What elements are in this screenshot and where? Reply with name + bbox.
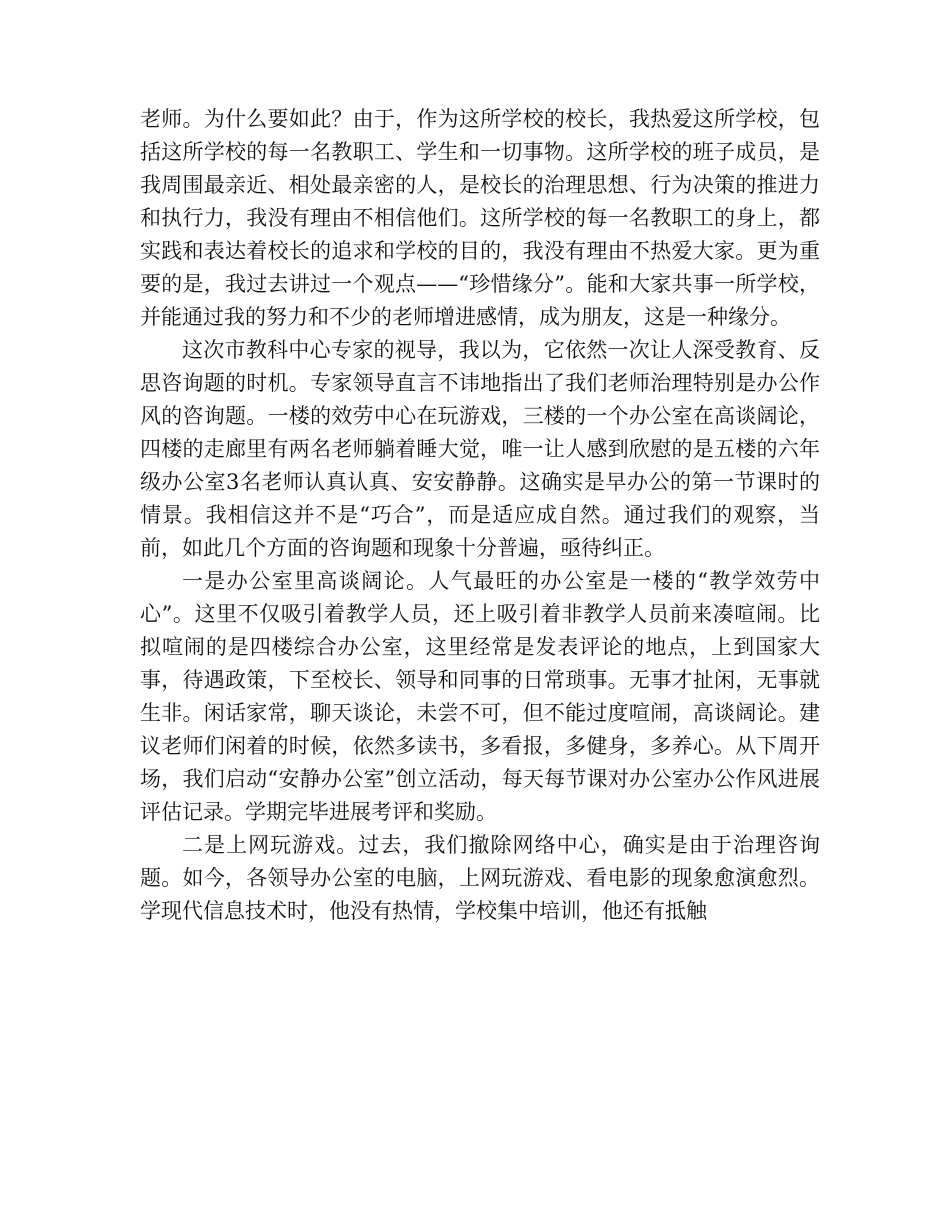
- paragraph-1: 老师。为什么要如此？由于，作为这所学校的校长，我热爱这所学校，包括这所学校的每一名教职工、学生和一切事物。这所学校的班子成员，是我周围最亲近、相处最亲密的人，是校长的治理思想、行为决策的推进力和执行力，我没有理由不相信他们。这所学校的每一名教职工的身上，都实践和表达着校长的追求和学校的目的，我没有理由不热爱大家。更为重要的是，我过去讲过一个观点——“珍惜缘分”。能和大家共事一所学校，并能通过我的努力和不少的老师增进感情，成为朋友，这是一种缘分。: [140, 107, 820, 329]
- paragraph-3: 一是办公室里高谈阔论。人气最旺的办公室是一楼的“教学效劳中心”。这里不仅吸引着教学人员，还上吸引着非教学人员前来凑喧闹。比拟喧闹的是四楼综合办公室，这里经常是发表评论的地点，上到国家大事，待遇政策，下至校长、领导和同事的日常琐事。无事才扯闲，无事就生非。闲话家常，聊天谈论，未尝不可，但不能过度喧闹，高谈阔论。建议老师们闲着的时候，依然多读书，多看报，多健身，多养心。从下周开场，我们启动“安静办公室”创立活动，每天每节课对办公室办公作风进展评估记录。学期完毕进展考评和奖励。: [140, 569, 820, 824]
- document-page: [140, 103, 820, 928]
- paragraph-2: 这次市教科中心专家的视导，我以为，它依然一次让人深受教育、反思咨询题的时机。专家领导直言不讳地指出了我们老师治理特别是办公作风的咨询题。一楼的效劳中心在玩游戏，三楼的一个办公室在高谈阔论，四楼的走廊里有两名老师躺着睡大觉，唯一让人感到欣慰的是五楼的六年级办公室3名老师认真认真、安安静静。这确实是早办公的第一节课时的情景。我相信这并不是“巧合”，而是适应成自然。通过我们的观察，当前，如此几个方面的咨询题和现象十分普遍，亟待纠正。: [140, 338, 820, 560]
- paragraph-4: 二是上网玩游戏。过去，我们撤除网络中心，确实是由于治理咨询题。如今，各领导办公室的电脑，上网玩游戏、看电影的现象愈演愈烈。学现代信息技术时，他没有热情，学校集中培训，他还有抵触: [140, 833, 820, 923]
